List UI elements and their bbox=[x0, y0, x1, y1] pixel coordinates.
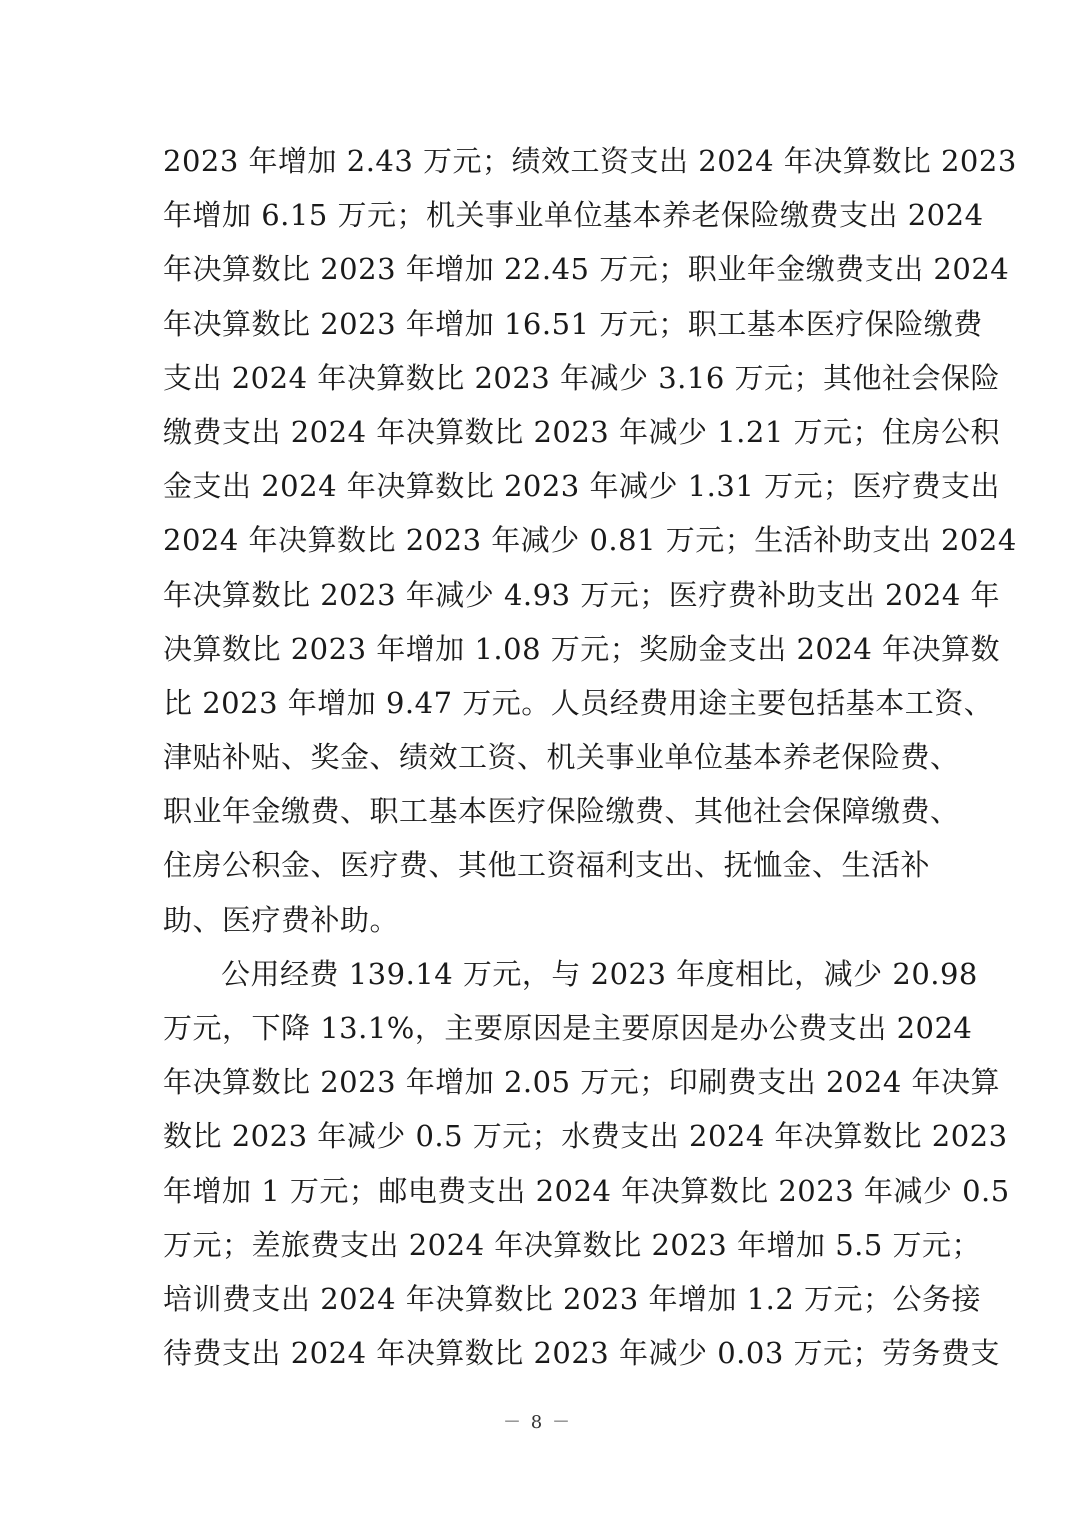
text-line: 住房公积金、医疗费、其他工资福利支出、抚恤金、生活补 bbox=[163, 848, 931, 883]
text-line: 待费支出 2024 年决算数比 2023 年减少 0.03 万元；劳务费支 bbox=[163, 1336, 1000, 1371]
text-line: 培训费支出 2024 年决算数比 2023 年增加 1.2 万元；公务接 bbox=[163, 1281, 982, 1316]
text-line: 2024 年决算数比 2023 年减少 0.81 万元；生活补助支出 2024 bbox=[163, 523, 1017, 558]
page-number: － 8 － bbox=[503, 1412, 572, 1433]
text-line: 职业年金缴费、职工基本医疗保险缴费、其他社会保障缴费、 bbox=[163, 794, 960, 829]
text-line: 年增加 1 万元；邮电费支出 2024 年决算数比 2023 年减少 0.5 bbox=[163, 1173, 1010, 1208]
text-line: 津贴补贴、奖金、绩效工资、机关事业单位基本养老保险费、 bbox=[163, 740, 960, 775]
text-line: 年决算数比 2023 年增加 16.51 万元；职工基本医疗保险缴费 bbox=[163, 306, 983, 341]
text-line: 年决算数比 2023 年增加 2.05 万元；印刷费支出 2024 年决算 bbox=[163, 1065, 1000, 1100]
text-line: 助、医疗费补助。 bbox=[163, 902, 400, 937]
body-text bbox=[163, 134, 1017, 1380]
text-line: 金支出 2024 年决算数比 2023 年减少 1.31 万元；医疗费支出 bbox=[163, 469, 1000, 504]
text-line: 万元，下降 13.1%，主要原因是主要原因是办公费支出 2024 bbox=[163, 1011, 973, 1045]
text-line: 比 2023 年增加 9.47 万元。人员经费用途主要包括基本工资、 bbox=[163, 685, 994, 720]
text-line: 数比 2023 年减少 0.5 万元；水费支出 2024 年决算数比 2023 bbox=[163, 1119, 1008, 1154]
paragraph-personnel-expenses bbox=[163, 134, 1017, 947]
text-line: 决算数比 2023 年增加 1.08 万元；奖励金支出 2024 年决算数 bbox=[163, 631, 1000, 666]
text-line: 缴费支出 2024 年决算数比 2023 年减少 1.21 万元；住房公积 bbox=[163, 414, 1000, 449]
text-line: 支出 2024 年决算数比 2023 年减少 3.16 万元；其他社会保险 bbox=[163, 360, 1000, 395]
text-line: 年增加 6.15 万元；机关事业单位基本养老保险缴费支出 2024 bbox=[163, 198, 984, 233]
text-line: 2023 年增加 2.43 万元；绩效工资支出 2024 年决算数比 2023 bbox=[163, 144, 1017, 178]
text-line: 公用经费 139.14 万元，与 2023 年度相比，减少 20.98 bbox=[221, 956, 978, 991]
text-line: 年决算数比 2023 年减少 4.93 万元；医疗费补助支出 2024 年 bbox=[163, 577, 1000, 612]
text-line: 年决算数比 2023 年增加 22.45 万元；职业年金缴费支出 2024 bbox=[163, 252, 1010, 287]
paragraph-public-expenses bbox=[163, 947, 1010, 1381]
text-line: 万元；差旅费支出 2024 年决算数比 2023 年增加 5.5 万元； bbox=[163, 1227, 982, 1262]
